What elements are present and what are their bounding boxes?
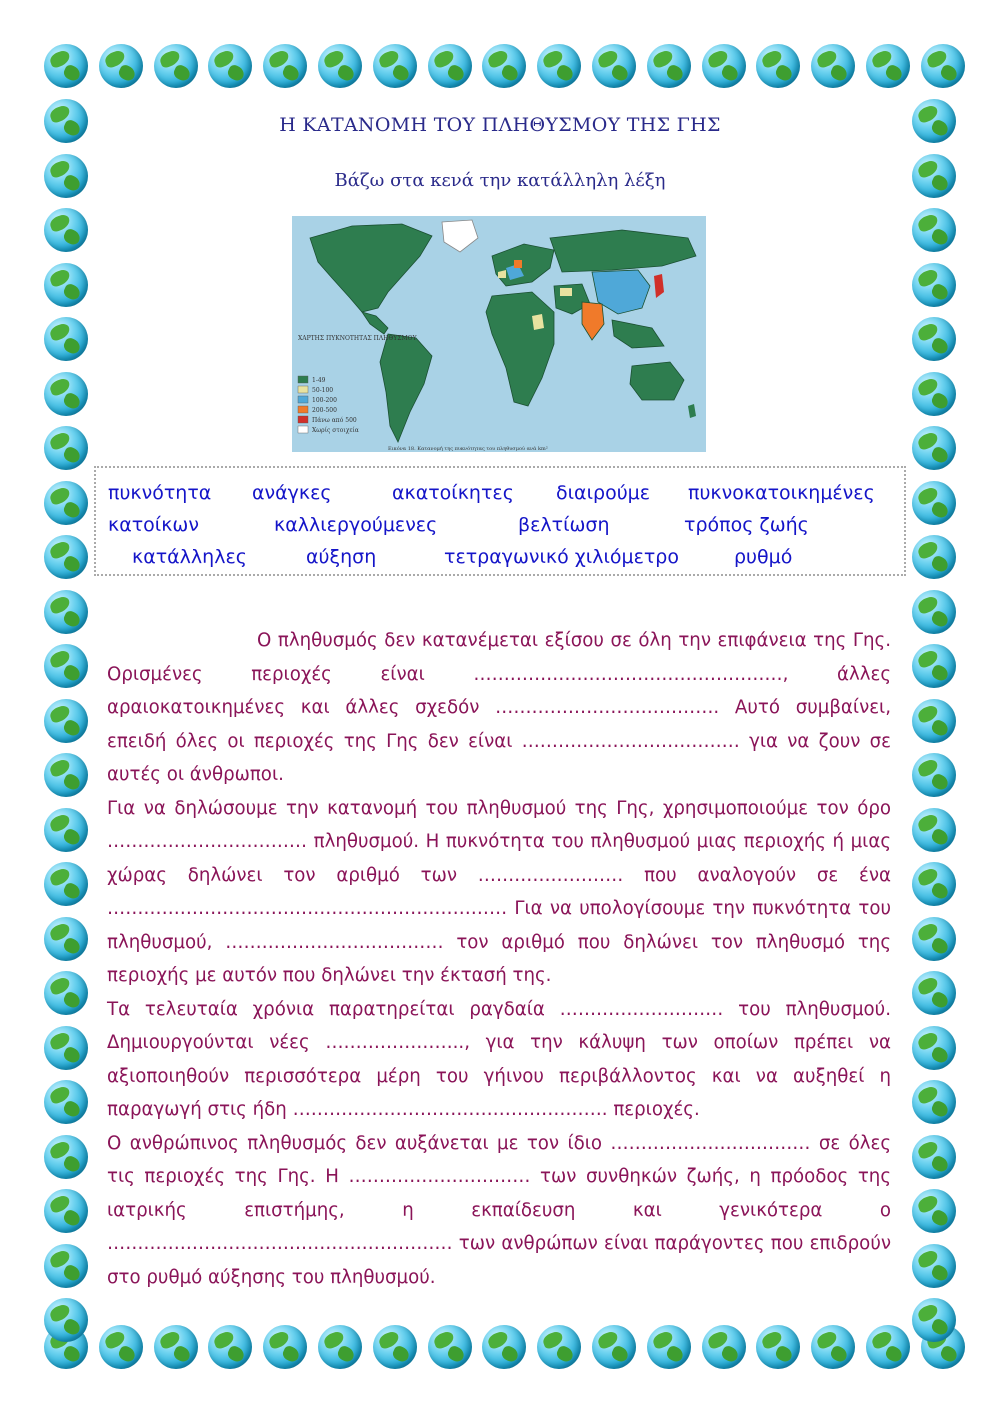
globe-icon <box>44 862 88 906</box>
globe-icon <box>647 44 691 88</box>
world-population-density-map <box>292 216 706 452</box>
globe-icon <box>811 44 855 88</box>
globe-icon <box>44 917 88 961</box>
globe-icon <box>912 1298 956 1342</box>
globe-icon <box>866 1325 910 1369</box>
globe-icon <box>428 44 472 88</box>
globe-icon <box>44 317 88 361</box>
globe-icon <box>208 1325 252 1369</box>
globe-icon <box>44 590 88 634</box>
globe-icon <box>482 44 526 88</box>
word-bank-word: τετραγωνικό χιλιόμετρο <box>444 546 679 568</box>
globe-icon <box>208 44 252 88</box>
word-bank-word: τρόπος ζωής <box>684 514 809 536</box>
word-bank-word: βελτίωση <box>518 514 610 536</box>
globe-icon <box>44 644 88 688</box>
fill-in-text <box>107 624 891 1294</box>
globe-icon <box>44 1135 88 1179</box>
word-bank-word: ακατοίκητες <box>392 482 514 504</box>
globe-icon <box>44 44 88 88</box>
legend-label: Πάνω από 500 <box>312 417 357 424</box>
globe-icon <box>263 44 307 88</box>
globe-icon <box>537 44 581 88</box>
globe-icon <box>866 44 910 88</box>
globe-icon <box>912 481 956 525</box>
word-bank-word: αύξηση <box>306 546 377 568</box>
globe-icon <box>647 1325 691 1369</box>
globe-icon <box>912 1026 956 1070</box>
globe-icon <box>44 372 88 416</box>
globe-icon <box>99 44 143 88</box>
globe-icon <box>44 1298 88 1342</box>
globe-icon <box>537 1325 581 1369</box>
globe-icon <box>44 808 88 852</box>
globe-icon <box>373 44 417 88</box>
paragraph <box>107 624 891 792</box>
globe-icon <box>912 862 956 906</box>
word-bank-word: ρυθμό <box>734 546 793 568</box>
globe-icon <box>44 1244 88 1288</box>
globe-icon <box>912 917 956 961</box>
globe-icon <box>912 263 956 307</box>
globe-icon <box>912 644 956 688</box>
word-bank-word: κατοίκων <box>108 514 199 536</box>
legend-swatch <box>298 376 308 383</box>
globe-icon <box>44 263 88 307</box>
globe-icon <box>44 208 88 252</box>
word-bank-word: διαιρούμε <box>556 482 651 504</box>
paragraph: Ο ανθρώπινος πληθυσμός δεν αυξάνεται με τον ίδιο …………………………… σε όλες τις περιοχές της Γης. Η ………………………… των συνθηκών ζωής, η πρόοδος της ιατρικής επιστήμης, η εκπαίδευση και γενικότερα ο ………………………………………………… των ανθρώπων είναι παράγοντες που επιδρούν στο ρυθμό αύξησης του πληθυσμού. <box>107 1132 891 1288</box>
word-bank-word: πυκνότητα <box>108 482 212 504</box>
legend-label: 100-200 <box>312 397 337 404</box>
globe-icon <box>912 1244 956 1288</box>
legend-label: 50-100 <box>312 387 334 394</box>
paragraph-text: Ο πληθυσμός δεν κατανέμεται εξίσου σε όλη την επιφάνεια της Γης. Ορισμένες περιοχές είναι ……………………………………………, άλλες αραιοκατοικημένες και άλλες σχεδόν ………………………………. Αυτό συμβαίνει, επειδή όλες οι περιοχές της Γης δεν είναι ……………………………… για να ζουν σε αυτές οι άνθρωποι. <box>107 630 891 785</box>
word-bank-word: πυκνοκατοικημένες <box>688 482 875 504</box>
globe-icon <box>592 1325 636 1369</box>
globe-icon <box>44 699 88 743</box>
globe-icon <box>912 808 956 852</box>
legend-swatch <box>298 386 308 393</box>
globe-icon <box>912 426 956 470</box>
globe-icon <box>756 1325 800 1369</box>
globe-icon <box>912 590 956 634</box>
globe-icon <box>702 44 746 88</box>
globe-icon <box>44 535 88 579</box>
globe-icon <box>912 971 956 1015</box>
globe-icon <box>702 1325 746 1369</box>
map-caption: Εικόνα 18. Κατανομή της πυκνότητας του πληθυσμού ανά km² <box>388 446 548 452</box>
globe-icon <box>99 1325 143 1369</box>
globe-icon <box>912 1135 956 1179</box>
globe-icon <box>44 426 88 470</box>
globe-icon <box>912 372 956 416</box>
paragraph: Τα τελευταία χρόνια παρατηρείται ραγδαία ……………………… του πληθυσμού. Δημιουργούνται νέες ………………….., για την κάλυψη των οποίων πρέπει να αξιοποιηθούν περισσότερα μέρη του γήινου περιβάλλοντος και να αυξηθεί η παραγωγή στις ήδη ……………………………………………. περιοχές. <box>107 998 891 1120</box>
legend-label: 1-49 <box>312 377 326 384</box>
globe-icon <box>373 1325 417 1369</box>
legend-label: Χωρίς στοιχεία <box>312 427 359 434</box>
globe-icon <box>912 317 956 361</box>
globe-icon <box>592 44 636 88</box>
legend-swatch <box>298 396 308 403</box>
globe-icon <box>44 1189 88 1233</box>
globe-icon <box>44 1080 88 1124</box>
word-bank <box>94 466 906 576</box>
legend-swatch <box>298 416 308 423</box>
globe-icon <box>44 971 88 1015</box>
globe-icon <box>912 753 956 797</box>
globe-icon <box>912 535 956 579</box>
globe-icon <box>263 1325 307 1369</box>
legend-title: ΧΑΡΤΗΣ ΠΥΚΝΟΤΗΤΑΣ ΠΛΗΘΥΣΜΟΥ <box>298 335 417 342</box>
globe-icon <box>318 1325 362 1369</box>
page-title: Η ΚΑΤΑΝΟΜΗ ΤΟΥ ΠΛΗΘΥΣΜΟΥ ΤΗΣ ΓΗΣ <box>279 114 721 136</box>
legend-swatch <box>298 406 308 413</box>
word-bank-word: καλλιεργούμενες <box>274 514 438 536</box>
globe-icon <box>811 1325 855 1369</box>
globe-icon <box>318 44 362 88</box>
legend-label: 200-500 <box>312 407 337 414</box>
globe-icon <box>912 1080 956 1124</box>
globe-icon <box>912 208 956 252</box>
globe-icon <box>154 1325 198 1369</box>
word-bank-word: ανάγκες <box>252 482 332 504</box>
paragraph: Για να δηλώσουμε την κατανομή του πληθυσμού της Γης, χρησιμοποιούμε τον όρο …………………………… πληθυσμού. Η πυκνότητα του πληθυσμού μιας περιοχής ή μιας χώρας δηλώνει τον αριθμό των …………………… που αναλογούν σε ένα ………………………………………………………… Για να υπολογίσουμε την πυκνότητα του πληθυσμού, ……………………………… τον αριθμό που δηλώνει τον πληθυσμό της περιοχής με αυτόν που δηλώνει την έκτασή της. <box>107 797 891 986</box>
globe-icon <box>756 44 800 88</box>
instruction: Βάζω στα κενά την κατάλληλη λέξη <box>334 170 666 191</box>
globe-icon <box>428 1325 472 1369</box>
globe-icon <box>44 481 88 525</box>
word-bank-word: κατάλληλες <box>132 546 247 568</box>
globe-icon <box>44 1026 88 1070</box>
legend-swatch <box>298 426 308 433</box>
globe-icon <box>482 1325 526 1369</box>
globe-icon <box>154 44 198 88</box>
globe-icon <box>912 1189 956 1233</box>
globe-icon <box>921 44 965 88</box>
globe-icon <box>44 753 88 797</box>
globe-icon <box>912 699 956 743</box>
